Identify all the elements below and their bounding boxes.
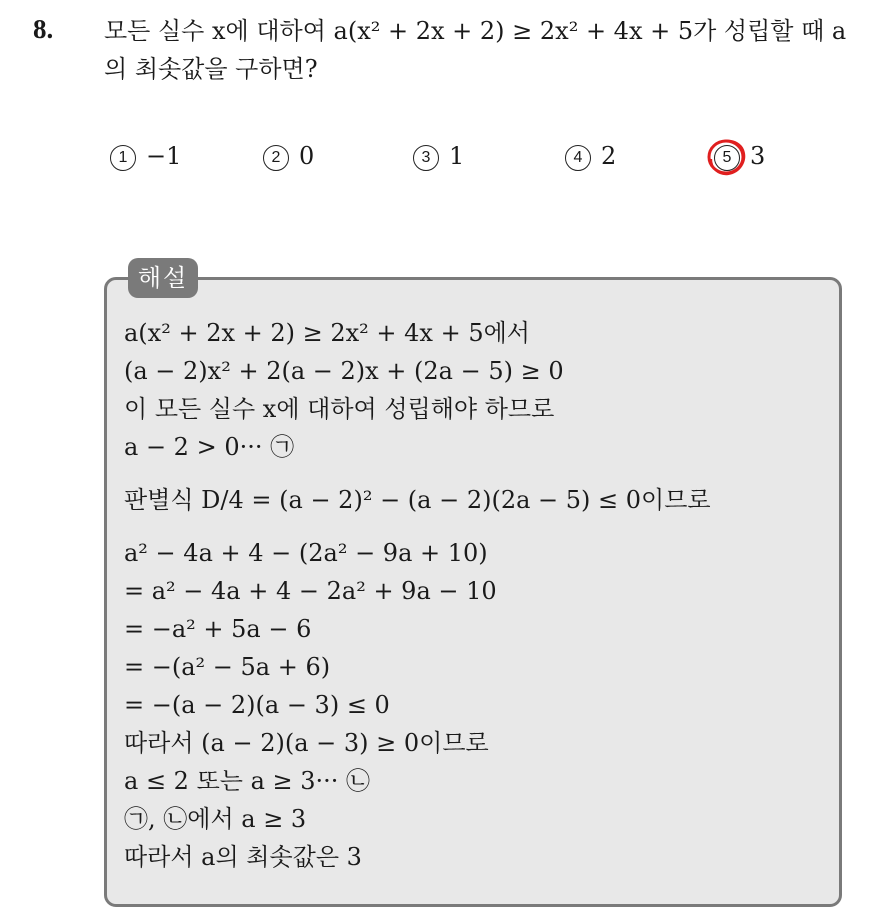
solution-line: 따라서 a의 최솟값은 3	[124, 843, 362, 871]
solution-line: = −(a² − 5a + 6)	[124, 653, 331, 681]
choice-3-value: 1	[449, 142, 465, 170]
solution-line: a² − 4a + 4 − (2a² − 9a + 10)	[124, 539, 488, 567]
solution-line: 이 모든 실수 x에 대하여 성립해야 하므로	[124, 395, 555, 423]
choice-5-marker: 5	[714, 145, 740, 171]
choice-4-value: 2	[601, 142, 617, 170]
solution-line: (a − 2)x² + 2(a − 2)x + (2a − 5) ≥ 0	[124, 357, 564, 385]
choice-2[interactable]	[263, 142, 314, 171]
question-line-1: 모든 실수 x에 대하여 a(x² + 2x + 2) ≥ 2x² + 4x + 5가 성립할 때 a	[104, 17, 847, 45]
solution-line: = a² − 4a + 4 − 2a² + 9a − 10	[124, 577, 497, 605]
choice-5-value: 3	[750, 142, 766, 170]
choice-1-marker: 1	[110, 145, 136, 171]
solution-tag: 해설	[128, 258, 198, 298]
solution-line: ㉠, ㉡에서 a ≥ 3	[124, 805, 307, 833]
choice-1[interactable]	[110, 142, 181, 171]
question-line-2: 의 최솟값을 구하면?	[104, 55, 318, 83]
choice-2-value: 0	[299, 142, 315, 170]
solution-line: a − 2 > 0··· ㉠	[124, 433, 295, 461]
choice-1-value: −1	[146, 142, 182, 170]
solution-line: = −a² + 5a − 6	[124, 615, 312, 643]
question-text	[104, 12, 874, 88]
choice-3-marker: 3	[413, 145, 439, 171]
solution-line: = −(a − 2)(a − 3) ≤ 0	[124, 691, 390, 719]
solution-line: a(x² + 2x + 2) ≥ 2x² + 4x + 5에서	[124, 319, 530, 347]
solution-line: 판별식 D/4 = (a − 2)² − (a − 2)(2a − 5) ≤ 0이므로	[124, 486, 711, 514]
solution-lines	[124, 314, 824, 876]
choice-5[interactable]	[714, 142, 765, 171]
question-number: 8.	[33, 14, 54, 44]
solution-line: a ≤ 2 또는 a ≥ 3··· ㉡	[124, 767, 371, 795]
choice-4-marker: 4	[565, 145, 591, 171]
solution-line: 따라서 (a − 2)(a − 3) ≥ 0이므로	[124, 729, 489, 757]
choice-2-marker: 2	[263, 145, 289, 171]
choice-4[interactable]	[565, 142, 616, 171]
choice-3[interactable]	[413, 142, 464, 171]
